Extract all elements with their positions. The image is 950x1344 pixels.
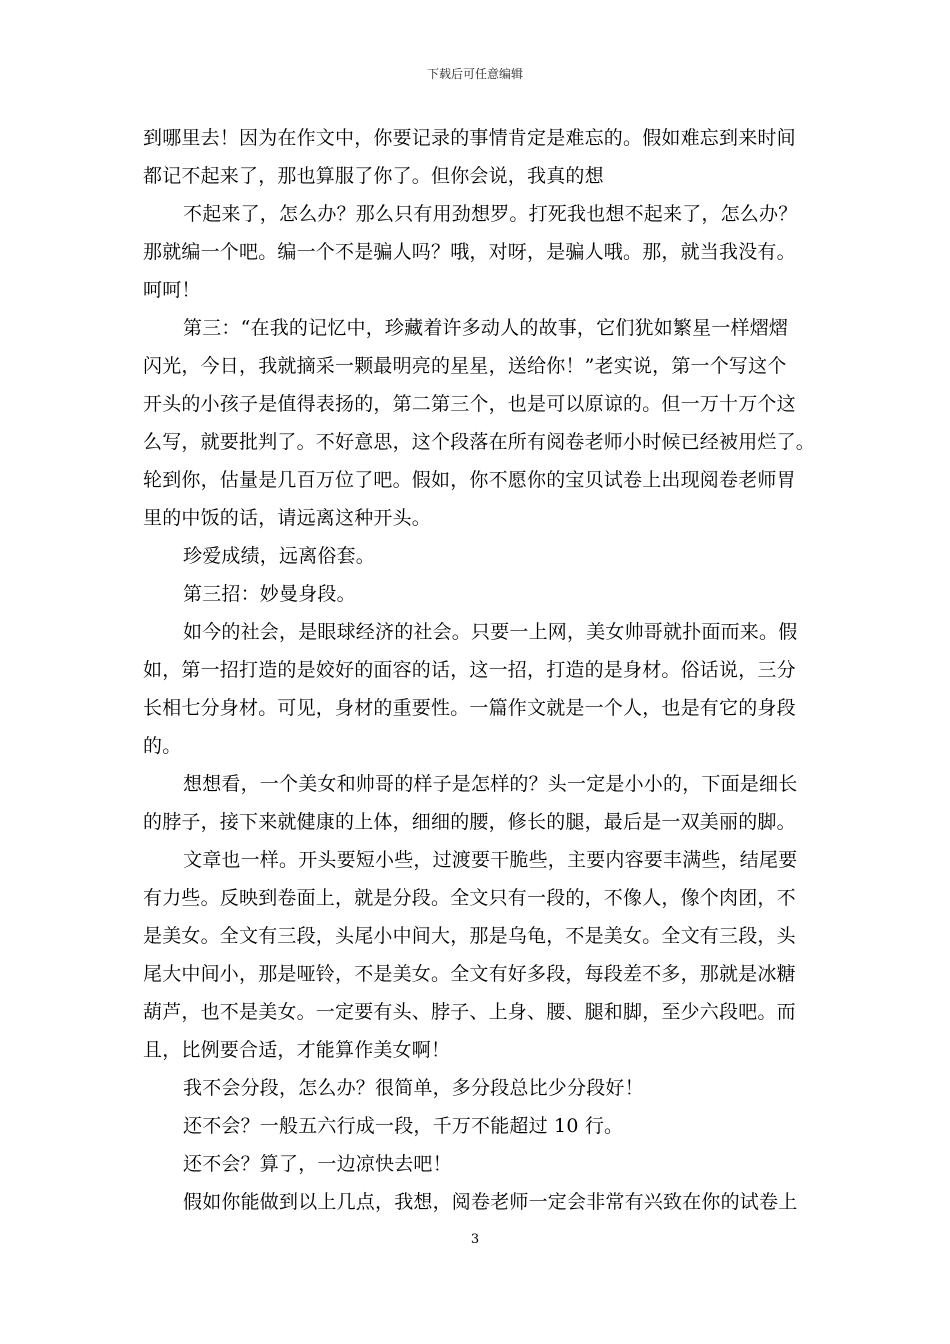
text-line: 呵呵！: [143, 279, 201, 301]
text-line: 且，比例要合适，才能算作美女啊！: [143, 1039, 451, 1061]
text-line: 如今的社会，是眼球经济的社会。只要一上网，美女帅哥就扑面而来。假: [183, 621, 798, 643]
text-line: 不起来了，怎么办？那么只有用劲想罗。打死我也想不起来了，怎么办？: [183, 203, 798, 225]
text-line: 如，第一招打造的是姣好的面容的话，这一招，打造的是身材。俗话说，三分: [143, 659, 796, 681]
page-number: 3: [470, 1232, 480, 1247]
text-line: 都记不起来了，那也算服了你了。但你会说，我真的想: [143, 165, 604, 187]
text-line: 我不会分段，怎么办？很简单，多分段总比少分段好！: [183, 1077, 644, 1099]
text-line: 闪光，今日，我就摘采一颗最明亮的星星，送给你！”老实说，第一个写这个: [143, 355, 787, 377]
text-line: 有力些。反映到卷面上，就是分段。全文只有一段的，不像人，像个肉团，不: [143, 887, 796, 909]
text-line: 长相七分身材。可见，身材的重要性。一篇作文就是一个人，也是有它的身段: [143, 697, 796, 719]
text-line: 里的中饭的话，请远离这种开头。: [143, 507, 432, 529]
text-line: 轮到你，估量是几百万位了吧。假如，你不愿你的宝贝试卷上出现阅卷老师胃: [143, 469, 796, 491]
text-line: 的脖子，接下来就健康的上体，细细的腰，修长的腿，最后是一双美丽的脚。: [143, 811, 796, 833]
text-line: 么写，就要批判了。不好意思，这个段落在所有阅卷老师小时候已经被用烂了。: [143, 431, 816, 453]
text-line: 珍爱成绩，远离俗套。: [183, 545, 376, 567]
document-body: [143, 119, 823, 1221]
text-line: 葫芦，也不是美女。一定要有头、脖子、上身、腰、腿和脚，至少六段吧。而: [143, 1001, 796, 1023]
text-line: 第三：“在我的记忆中，珍藏着许多动人的故事，它们犹如繁星一样熠熠: [183, 317, 789, 339]
text-line: 开头的小孩子是值得表扬的，第二第三个，也是可以原谅的。但一万十万个这: [143, 393, 796, 415]
text-line: 第三招：妙曼身段。: [183, 583, 356, 605]
text-line: 假如你能做到以上几点，我想，阅卷老师一定会非常有兴致在你的试卷上: [183, 1191, 798, 1213]
page-header: 下载后可任意编辑: [426, 67, 523, 81]
text-line: 尾大中间小，那是哑铃，不是美女。全文有好多段，每段差不多，那就是冰糖: [143, 963, 796, 985]
text-line: 文章也一样。开头要短小些，过渡要干脆些，主要内容要丰满些，结尾要: [183, 849, 798, 871]
text-line: 的。: [143, 735, 182, 757]
text-line: 还不会？一般五六行成一段，千万不能超过 10 行。: [183, 1115, 624, 1137]
text-line: 还不会？算了，一边凉快去吧！: [183, 1153, 452, 1175]
text-line: 是美女。全文有三段，头尾小中间大，那是乌龟，不是美女。全文有三段，头: [143, 925, 796, 947]
text-line: 那就编一个吧。编一个不是骗人吗？哦，对呀，是骗人哦。那，就当我没有。: [143, 241, 796, 263]
text-line: 想想看，一个美女和帅哥的样子是怎样的？头一定是小小的，下面是细长: [183, 773, 798, 795]
text-line: 到哪里去！因为在作文中，你要记录的事情肯定是难忘的。假如难忘到来时间: [143, 127, 796, 149]
